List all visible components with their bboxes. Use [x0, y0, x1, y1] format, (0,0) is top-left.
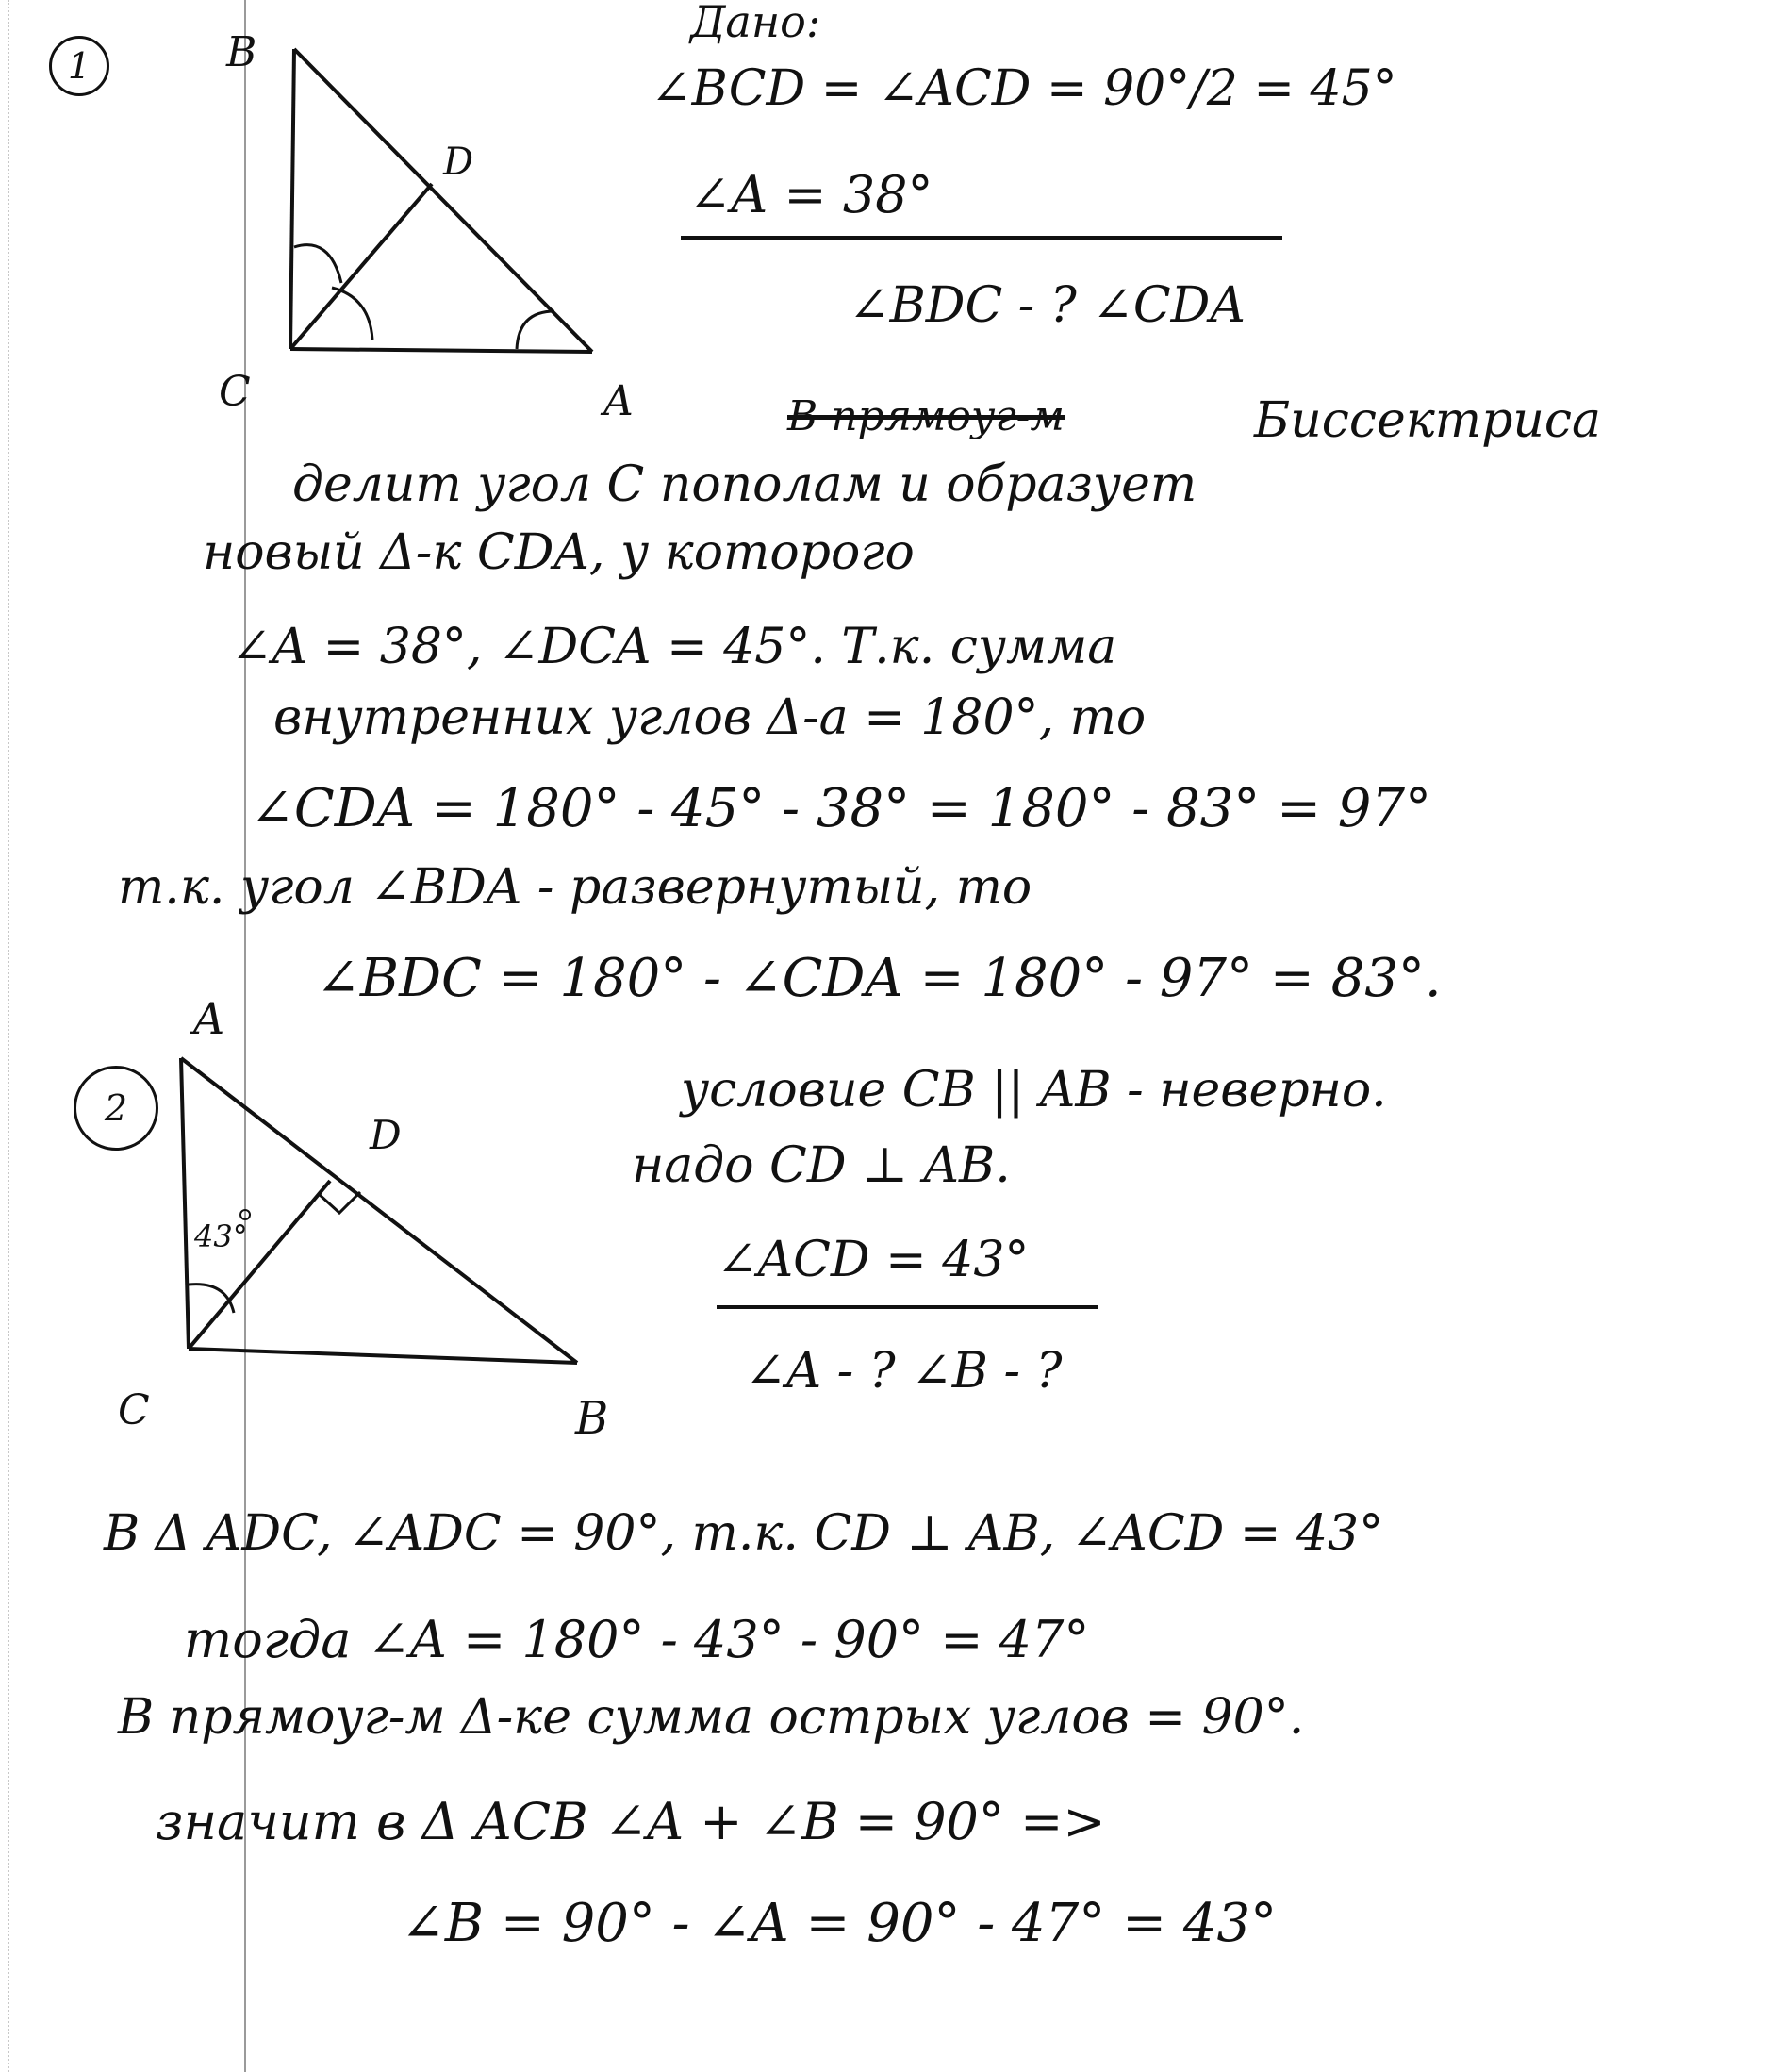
solution-2-line-3: значит в Δ ACB ∠A + ∠B = 90° =>: [156, 1792, 1106, 1851]
figure-2-triangle: [0, 981, 679, 1471]
figure-2-label-c: C: [118, 1386, 150, 1434]
figure-1-label-b: B: [226, 28, 257, 76]
find-1: ∠BDC - ? ∠CDA: [849, 277, 1246, 334]
condition-2-line-1: надо CD ⊥ AB.: [632, 1137, 1011, 1194]
given-find-divider-2: [717, 1305, 1098, 1309]
solution-2-line-2: В прямоуг-м Δ-ке сумма острых углов = 90°.: [118, 1689, 1305, 1746]
figure-1-label-a: A: [603, 377, 634, 425]
figure-2-angle-label: 43°: [194, 1218, 248, 1254]
solution-2-line-1: тогда ∠A = 180° - 43° - 90° = 47°: [184, 1610, 1090, 1669]
given-heading-1: Дано:: [690, 0, 821, 47]
solution-2-line-0: B Δ ADC, ∠ADC = 90°, т.к. CD ⊥ AB, ∠ACD = 43°: [104, 1505, 1384, 1562]
struck-text-1: В прямоуг-м: [787, 392, 1065, 440]
figure-2-label-a: A: [193, 993, 225, 1044]
figure-2-label-d: D: [370, 1112, 402, 1158]
figure-2-label-b: B: [575, 1392, 609, 1445]
solution-1-line-0: Биссектриса: [1254, 392, 1601, 449]
solution-1-line-7: ∠BDC = 180° - ∠CDA = 180° - 97° = 83°.: [316, 948, 1442, 1009]
figure-1-label-d: D: [443, 141, 474, 184]
solution-1-line-3: ∠A = 38°, ∠DCA = 45°. Т.к. сумма: [231, 619, 1117, 675]
given-find-divider-1: [681, 236, 1282, 240]
problem-1-number-text: 1: [67, 45, 91, 87]
given-angles-1: ∠BCD = ∠ACD = 90°/2 = 45°: [651, 60, 1397, 117]
figure-1-label-c: C: [219, 368, 251, 416]
solution-1-line-6: т.к. угол ∠BDA - развернутый, то: [118, 859, 1032, 916]
condition-2-line-0: условие CB || AB - неверно.: [681, 1062, 1387, 1119]
solution-1-line-1: делит угол C пополам и образует: [292, 456, 1197, 513]
solution-1-line-4: внутренних углов Δ-а = 180°, то: [273, 689, 1147, 746]
find-2: ∠A - ? ∠B - ?: [745, 1343, 1063, 1400]
solution-2-line-4: ∠B = 90° - ∠A = 90° - 47° = 43°: [401, 1893, 1278, 1954]
solution-1-line-2: новый Δ-к CDA, у которого: [203, 524, 915, 581]
given-2: ∠ACD = 43°: [717, 1232, 1030, 1288]
solution-1-line-5: ∠CDA = 180° - 45° - 38° = 180° - 83° = 97°: [250, 778, 1432, 839]
given-angle-a-1: ∠A = 38°: [688, 165, 933, 224]
problem-2-number-text: 2: [104, 1087, 128, 1129]
figure-1-triangle: [0, 0, 660, 434]
